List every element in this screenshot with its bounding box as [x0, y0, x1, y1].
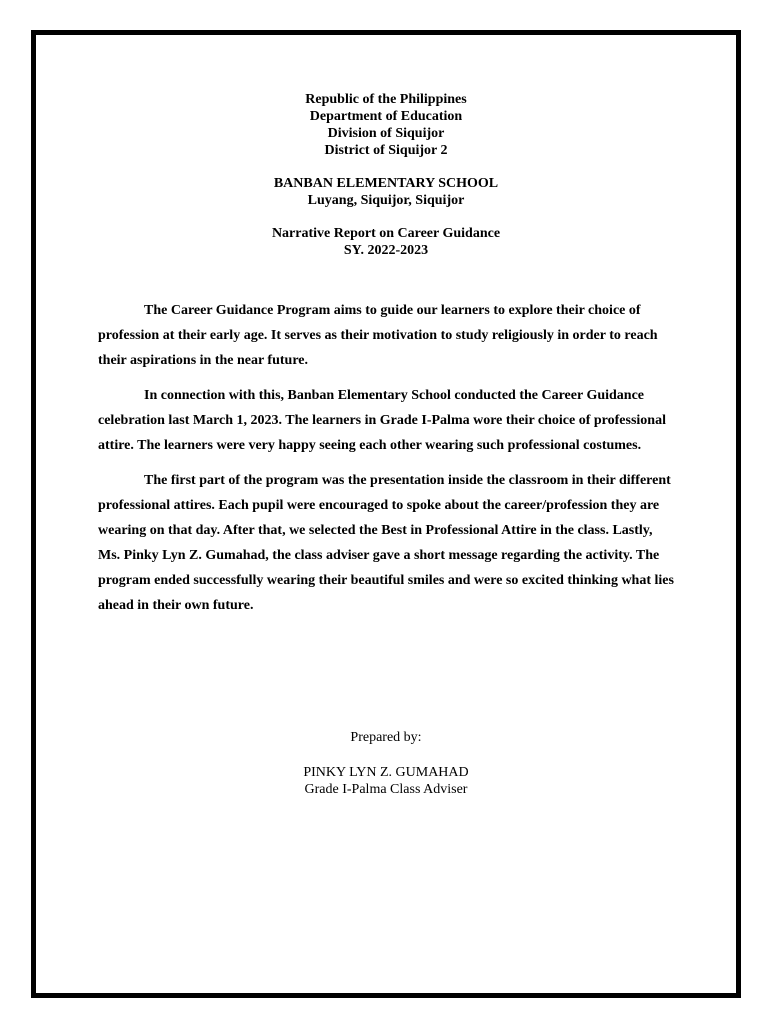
- paragraph-program: The first part of the program was the presentation inside the classroom in their different professional attires. Each pupil were encouraged to spoke about the career/profession they are wearing on that day. After that, we selected the Best in Professional Attire in the class. Lastly, Ms. Pinky Lyn Z. Gumahad, the class adviser gave a short message regarding the activity. The program ended successfully wearing their beautiful smiles and were so excited thinking what lies ahead in their own future.: [98, 473, 674, 613]
- school-address: Luyang, Siquijor, Siquijor: [307, 193, 465, 208]
- report-title: Narrative Report on Career Guidance: [271, 226, 501, 241]
- report-body: [98, 298, 678, 628]
- header-country: Republic of the Philippines: [305, 92, 467, 107]
- header-department: Department of Education: [309, 109, 463, 124]
- header-division: Division of Siquijor: [327, 126, 445, 141]
- signatory-position: Grade I-Palma Class Adviser: [304, 782, 468, 797]
- school-name: BANBAN ELEMENTARY SCHOOL: [273, 176, 499, 191]
- school-year: SY. 2022-2023: [343, 243, 429, 258]
- paragraph-intro: The Career Guidance Program aims to guide our learners to explore their choice of profession at their early age. It serves as their motivation to study religiously in order to reach their aspirations in the near future.: [98, 303, 658, 368]
- signatory-name: PINKY LYN Z. GUMAHAD: [303, 765, 469, 780]
- header-district: District of Siquijor 2: [324, 143, 448, 158]
- signature-block: [36, 729, 736, 798]
- prepared-by-label: Prepared by:: [350, 730, 422, 745]
- document-header: [36, 91, 736, 259]
- page-border: [31, 30, 741, 998]
- paragraph-celebration: In connection with this, Banban Elementary School conducted the Career Guidance celebration last March 1, 2023. The learners in Grade I-Palma wore their choice of professional attire. The learners were very happy seeing each other wearing such professional costumes.: [98, 388, 666, 453]
